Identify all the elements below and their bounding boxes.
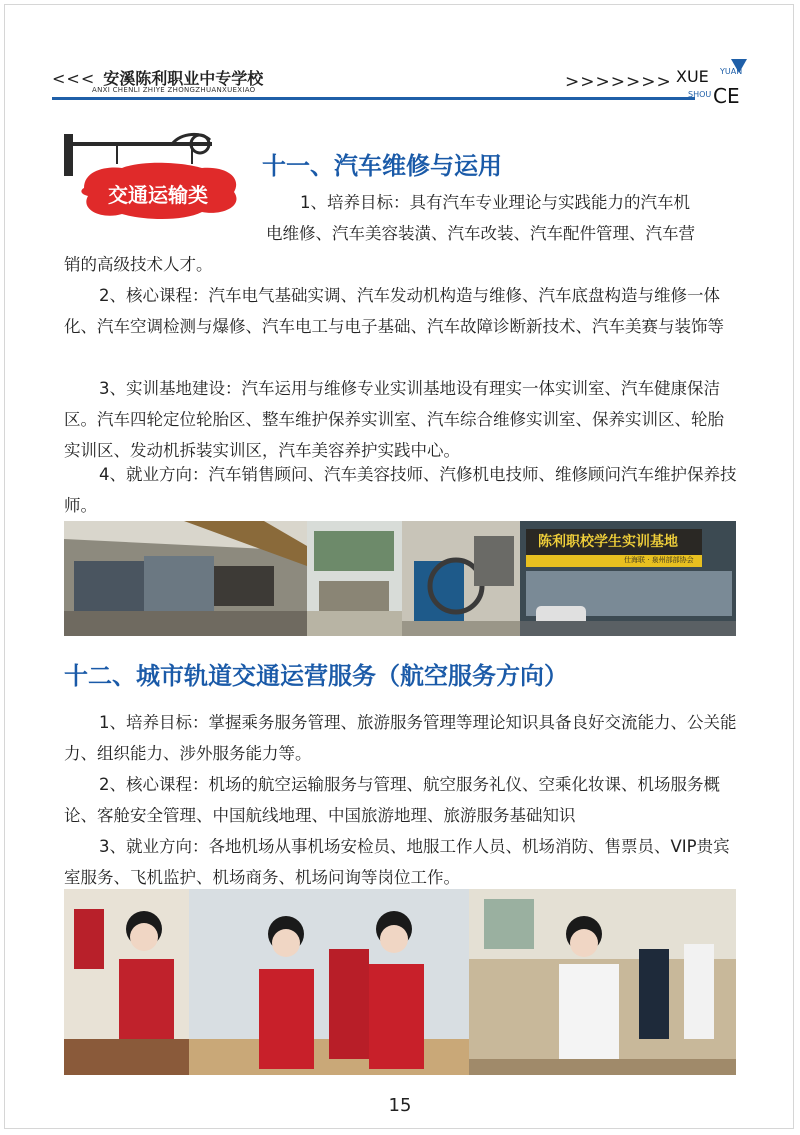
header-arrows-right: >>>>>>> <box>565 72 672 92</box>
page-number: 15 <box>388 1095 412 1116</box>
section11-para3: 3、实训基地建设：汽车运用与维修专业实训基地设有理实一体实训室、汽车健康保洁区。汽车四轮定位轮胎区、整车维护保养实训室、汽车综合维修实训室、保养实训区、轮胎实训区、发动机拆装实训区，汽车美容养护实践中心。 <box>64 379 724 460</box>
photo-sign-sub: 仕海联 · 泉州部部协会 <box>624 556 694 564</box>
section11-para1-line1: 1、培养目标：具有汽车专业理论与实践能力的汽车机 <box>300 193 690 212</box>
section11-para2: 2、核心课程：汽车电气基础实调、汽车发动机构造与维修、汽车底盘构造与维修一体化、汽车空调检测与爆修、汽车电工与电子基础、汽车故障诊断新技术、汽车美赛与装饰等 <box>64 286 724 336</box>
header-arrows-left: <<< <box>52 69 96 88</box>
hanging-sign-icon <box>62 130 252 225</box>
photo-sign-text: 陈利职校学生实训基地 <box>538 534 678 550</box>
section11-photo-strip <box>64 521 736 636</box>
section11-para4: 4、就业方向：汽车销售顾问、汽车美容技师、汽修机电技师、维修顾问汽车维护保养技师。 <box>64 465 737 515</box>
logo-ce: CE <box>713 84 740 108</box>
section11-title: 十一、汽车维修与运用 <box>262 152 502 180</box>
section12-para3: 3、就业方向：各地机场从事机场安检员、地服工作人员、机场消防、售票员、VIP贵宾室服务、飞机监护、机场商务、机场问询等岗位工作。 <box>64 837 730 887</box>
logo-yuan: YUAN <box>720 67 743 76</box>
section11-para1-line2: 电维修、汽车美容装潢、汽车改装、汽车配件管理、汽车营 <box>266 224 695 243</box>
section11-para1-line3: 销的高级技术人才。 <box>64 255 213 274</box>
section12-para1: 1、培养目标：掌握乘务服务管理、旅游服务管理等理论知识具备良好交流能力、公关能力、组织能力、涉外服务能力等。 <box>64 713 737 763</box>
section12-photo-strip <box>64 889 736 1075</box>
school-pinyin: ANXI CHENLI ZHIYE ZHONGZHUANXUEXIAO <box>92 86 256 94</box>
logo-shou: SHOU <box>688 90 712 99</box>
school-name: 安溪陈利职业中专学校 <box>103 69 264 88</box>
category-sign: 交通运输类 <box>108 183 208 207</box>
section12-title: 十二、城市轨道交通运营服务（航空服务方向） <box>64 662 568 690</box>
section12-para2: 2、核心课程：机场的航空运输服务与管理、航空服务礼仪、空乘化妆课、机场服务概论、客舱安全管理、中国航线地理、中国旅游地理、旅游服务基础知识 <box>64 775 720 825</box>
logo-xue: XUE <box>676 67 709 86</box>
header-rule <box>52 97 695 100</box>
